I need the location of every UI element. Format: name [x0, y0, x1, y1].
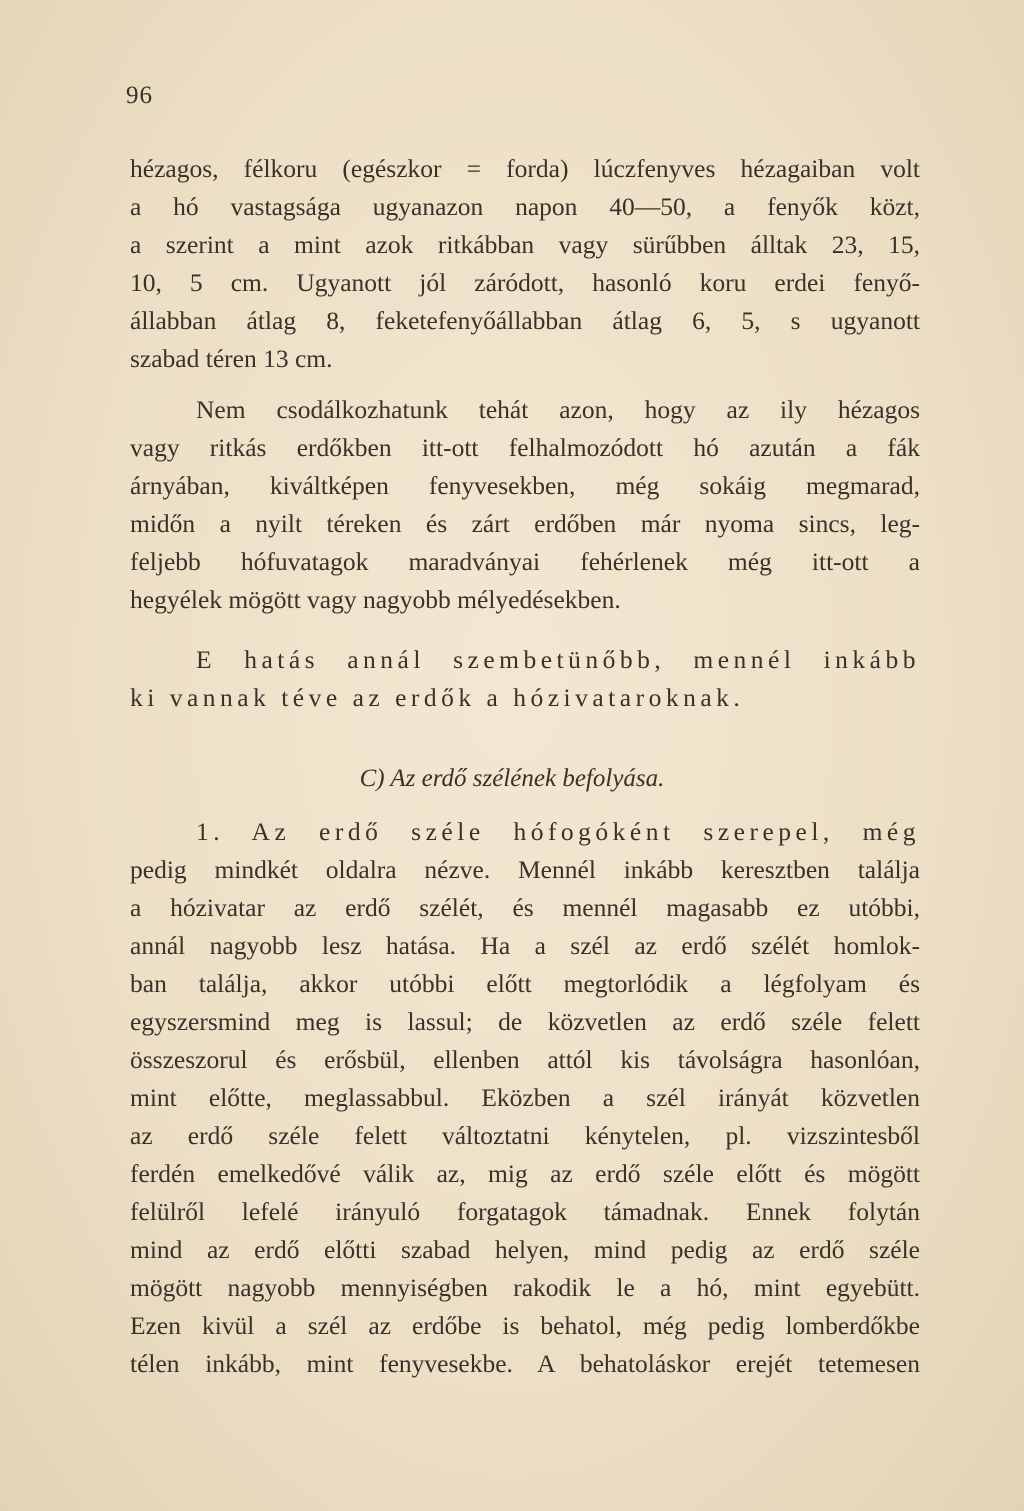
text-line: összeszorul és erősbül, ellenben attól kis távolságra hasonlóan,	[130, 1045, 920, 1074]
text-line: télen inkább, mint fenyvesekbe. A behatoláskor erejét tetemesen	[130, 1349, 920, 1378]
text-line: vagy ritkás erdőkben itt-ott felhalmozódott hó azután a fák	[130, 433, 920, 462]
section-heading: C) Az erdő szélének befolyása.	[359, 765, 665, 792]
text-line: egyszersmind meg is lassul; de közvetlen az erdő széle felett	[130, 1007, 920, 1036]
text-line: annál nagyobb lesz hatása. Ha a szél az erdő szélét homlok-	[130, 931, 920, 960]
text-line: árnyában, kiváltképen fenyvesekben, még sokáig megmarad,	[130, 471, 920, 500]
text-line: feljebb hófuvatagok maradványai fehérlenek még itt-ott a	[130, 547, 920, 576]
text-line: mind az erdő előtti szabad helyen, mind pedig az erdő széle	[130, 1235, 920, 1264]
text-line: a szerint a mint azok ritkábban vagy sürűbben álltak 23, 15,	[130, 230, 920, 259]
text-line: 1. Az erdő széle hófogóként szerepel, még	[196, 817, 920, 846]
text-line: a hózivatar az erdő szélét, és mennél magasabb ez utóbbi,	[130, 893, 920, 922]
text-line: állabban átlag 8, feketefenyőállabban átlag 6, 5, s ugyanott	[130, 306, 920, 335]
text-line: szabad téren 13 cm.	[130, 344, 333, 373]
text-line: mögött nagyobb mennyiségben rakodik le a hó, mint egyebütt.	[130, 1273, 920, 1302]
emphasis-line: ki vannak téve az erdők a hózivataroknak.	[130, 683, 745, 712]
text-line: felülről lefelé irányuló forgatagok támadnak. Ennek folytán	[130, 1197, 920, 1226]
text-line: midőn a nyilt téreken és zárt erdőben már nyoma sincs, leg-	[130, 509, 920, 538]
page-number: 96	[126, 82, 153, 109]
text-line: ban találja, akkor utóbbi előtt megtorlódik a légfolyam és	[130, 969, 920, 998]
text-line: 10, 5 cm. Ugyanott jól záródott, hasonló koru erdei fenyő-	[130, 268, 920, 297]
text-line: Ezen kivül a szél az erdőbe is behatol, még pedig lomberdőkbe	[130, 1311, 920, 1340]
text-line: Nem csodálkozhatunk tehát azon, hogy az ily hézagos	[196, 395, 920, 424]
text-line: mint előtte, meglassabbul. Eközben a szél irányát közvetlen	[130, 1083, 920, 1112]
emphasis-line: E hatás annál szembetünőbb, mennél inkább	[196, 645, 920, 674]
text-line: ferdén emelkedővé válik az, mig az erdő széle előtt és mögött	[130, 1159, 920, 1188]
text-line: hegyélek mögött vagy nagyobb mélyedésekben.	[130, 585, 621, 614]
text-line: a hó vastagsága ugyanazon napon 40—50, a fenyők közt,	[130, 192, 920, 221]
text-line: az erdő széle felett változtatni kénytelen, pl. vizszintesből	[130, 1121, 920, 1150]
text-line: hézagos, félkoru (egészkor = forda) lúczfenyves hézagaiban volt	[130, 154, 920, 183]
text-line: pedig mindkét oldalra nézve. Mennél inkább keresztben találja	[130, 855, 920, 884]
